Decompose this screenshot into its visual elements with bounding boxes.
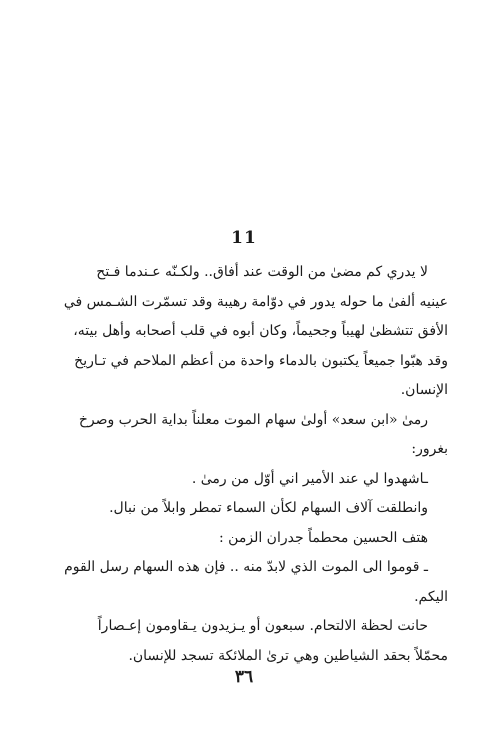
text-line: الأفق تتشظىٰ لهيباً وجحيماً، وكان أبوه في قلب أصحابه وأهل بيته، [73, 323, 448, 339]
text-line: اليكم. [414, 588, 448, 605]
text-line: رمىٰ «ابن سعد» أولىٰ سهام الموت معلناً بداية الحرب وصرخ [78, 411, 428, 428]
text-line: وقد هبّوا جميعاً يكتبون بالدماء واحدة من أعظم الملاحم في تـاريخ [74, 352, 448, 369]
text-line: هتف الحسين محطماً جدران الزمن : [219, 529, 428, 546]
text-line: الإنسان. [400, 382, 448, 398]
text-line: محمّلاً بحقد الشياطين وهي ترىٰ الملائكة تسجد للإنسان. [128, 647, 448, 664]
text-line: حانت لحظة الالتحام. سبعون أو يـزيدون يـقاومون إعـصاراً [97, 618, 428, 634]
text-line: بغرور: [411, 441, 448, 457]
text-line: ـاشهدوا لي عند الأمير اني أوّل من رمىٰ . [191, 470, 428, 487]
text-line: عينيه ألفىٰ ما حوله يدور في دوّامة رهيبة وقد تسمّرت الشـمس في [63, 293, 448, 310]
page-number: ٣٦ [234, 667, 254, 687]
chapter-number: 11 [231, 228, 257, 248]
text-line: لا يدري كم مضىٰ من الوقت عند أفاق.. ولكـنّه عـندما فـتح [96, 264, 428, 280]
body-text [42, 258, 448, 671]
text-line: وانطلقت آلاف السهام لكأن السماء تمطر وابلاً من نبال. [109, 500, 428, 516]
text-line: ـ قوموا الى الموت الذي لابدّ منه .. فإن هذه السهام رسل القوم [64, 559, 428, 575]
